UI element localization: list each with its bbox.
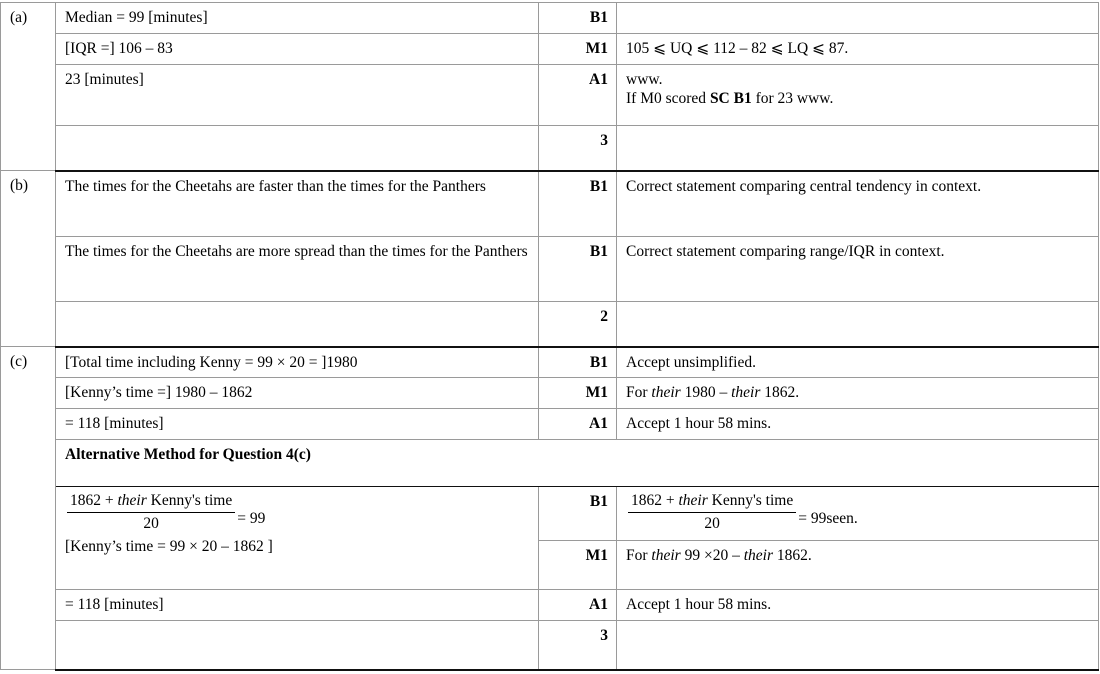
table-row (1, 378, 1099, 409)
table-row (1, 487, 1099, 541)
table-row-total (1, 125, 1099, 171)
guidance-cell (617, 540, 1099, 589)
table-row (1, 64, 1099, 125)
working-cell: [IQR =] 106 – 83 (56, 33, 539, 64)
mark-cell: A1 (539, 589, 617, 620)
part-label-c: (c) (1, 347, 56, 670)
guidance-line-2-code: SC B1 (709, 90, 752, 108)
working-cell-empty (56, 620, 539, 670)
guidance-cell: Correct statement comparing range/IQR in context. (617, 236, 1099, 301)
guidance-line-2-prefix: If M0 scored (626, 90, 710, 108)
fraction (67, 491, 235, 534)
fraction-denominator: 20 (143, 514, 159, 532)
guidance-cell (617, 378, 1099, 409)
numerator-suffix: Kenny's time (707, 492, 794, 510)
mark-cell: M1 (539, 378, 617, 409)
numerator-prefix: 1862 + (631, 492, 679, 510)
table-row (1, 236, 1099, 301)
part-label-a: (a) (1, 3, 56, 171)
mark-cell: B1 (539, 487, 617, 541)
part-total-a: 3 (539, 125, 617, 171)
guidance-prefix: For (626, 384, 652, 402)
table-row (1, 33, 1099, 64)
fraction-expression (626, 492, 858, 532)
guidance-cell: Accept 1 hour 58 mins. (617, 589, 1099, 620)
fraction-equals-value: = 99 (798, 509, 827, 527)
mark-cell: B1 (539, 347, 617, 378)
alternative-method-heading: Alternative Method for Question 4(c) (56, 440, 1099, 487)
guidance-suffix: 1862. (760, 384, 800, 402)
mark-cell: B1 (539, 171, 617, 237)
table-row (1, 589, 1099, 620)
guidance-cell: Correct statement comparing central tendency in context. (617, 171, 1099, 237)
numerator-emphasis: their (117, 492, 147, 510)
table-row (1, 3, 1099, 34)
guidance-emphasis-1: their (651, 546, 681, 564)
part-label-b: (b) (1, 171, 56, 347)
fraction-expression (65, 492, 266, 532)
table-row-total (1, 620, 1099, 670)
guidance-cell-empty (617, 620, 1099, 670)
guidance-cell: Accept unsimplified. (617, 347, 1099, 378)
numerator-emphasis: their (678, 492, 708, 510)
mark-cell: A1 (539, 64, 617, 125)
guidance-emphasis-2: their (731, 384, 761, 402)
mark-scheme-table (0, 2, 1099, 671)
mark-cell: M1 (539, 540, 617, 589)
guidance-emphasis-2: their (743, 546, 773, 564)
guidance-line-1: www. (626, 70, 663, 88)
guidance-cell (617, 3, 1099, 34)
guidance-cell: 105 ⩽ UQ ⩽ 112 – 82 ⩽ LQ ⩽ 87. (617, 33, 1099, 64)
guidance-cell-empty (617, 301, 1099, 347)
guidance-cell: Accept 1 hour 58 mins. (617, 409, 1099, 440)
working-cell: = 118 [minutes] (56, 589, 539, 620)
working-cell: = 118 [minutes] (56, 409, 539, 440)
fraction-equals-value: = 99 (237, 509, 266, 527)
fraction-denominator: 20 (704, 514, 720, 532)
fraction-numerator (67, 491, 235, 513)
fraction (628, 491, 796, 534)
guidance-line-2-suffix: for 23 www. (751, 90, 834, 108)
working-cell: [Kenny’s time =] 1980 – 1862 (56, 378, 539, 409)
table-row-total (1, 301, 1099, 347)
fraction-numerator (628, 491, 796, 513)
mark-cell: A1 (539, 409, 617, 440)
guidance-middle: 1980 – (680, 384, 732, 402)
guidance-cell (617, 64, 1099, 125)
working-second-line: [Kenny’s time = 99 × 20 – 1862 ] (65, 537, 273, 555)
table-row (1, 409, 1099, 440)
guidance-suffix: 1862. (772, 546, 812, 564)
guidance-trailing-note: seen. (826, 509, 858, 527)
working-cell-fraction (56, 487, 539, 590)
guidance-cell-empty (617, 125, 1099, 171)
numerator-prefix: 1862 + (70, 492, 118, 510)
guidance-middle: 99 ×20 – (680, 546, 744, 564)
part-total-c: 3 (539, 620, 617, 670)
numerator-suffix: Kenny's time (146, 492, 233, 510)
guidance-prefix: For (626, 546, 652, 564)
working-cell: [Total time including Kenny = 99 × 20 = ]1980 (56, 347, 539, 378)
guidance-cell-fraction (617, 487, 1099, 541)
guidance-emphasis-1: their (651, 384, 681, 402)
mark-cell: B1 (539, 3, 617, 34)
part-total-b: 2 (539, 301, 617, 347)
working-cell: Median = 99 [minutes] (56, 3, 539, 34)
working-cell: The times for the Cheetahs are faster than the times for the Panthers (56, 171, 539, 237)
working-cell-empty (56, 301, 539, 347)
mark-scheme-sheet (0, 2, 1100, 674)
mark-cell: M1 (539, 33, 617, 64)
table-row (1, 171, 1099, 237)
working-cell-empty (56, 125, 539, 171)
table-row (1, 347, 1099, 378)
working-cell: 23 [minutes] (56, 64, 539, 125)
mark-cell: B1 (539, 236, 617, 301)
working-cell: The times for the Cheetahs are more spread than the times for the Panthers (56, 236, 539, 301)
table-row-alt-heading (1, 440, 1099, 487)
